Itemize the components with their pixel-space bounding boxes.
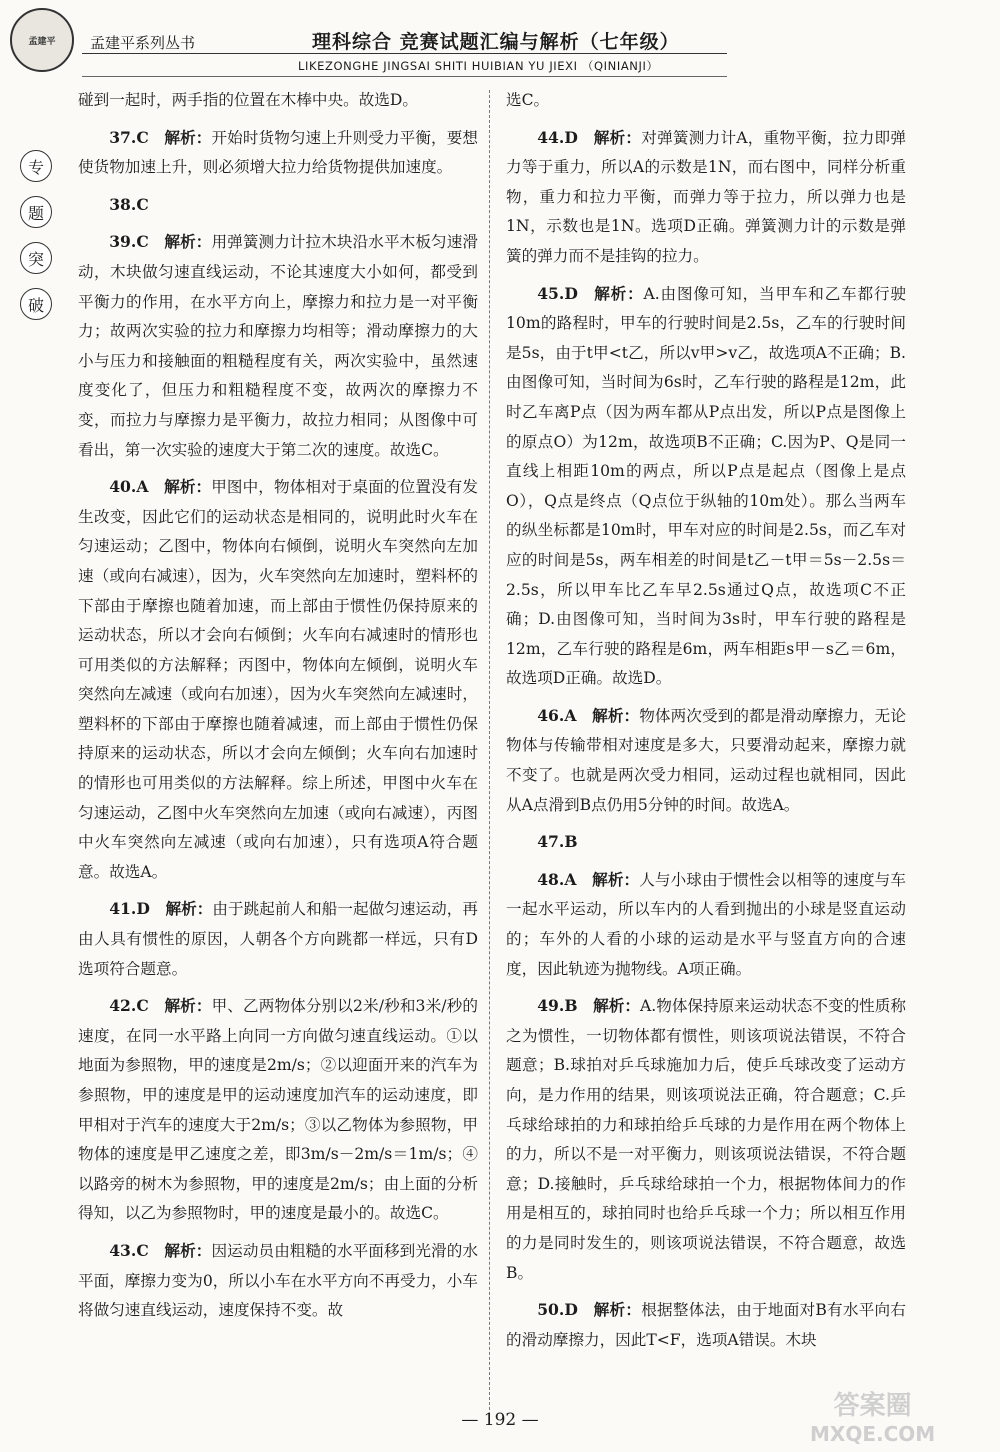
answer-text: 甲、乙两物体分别以2米/秒和3米/秒的速度，在同一水平路上向同一方向做匀速直线运动。①以地面为参照物，甲的速度是2m/s；②以迎面开来的汽车为参照物，甲的速度是甲的运动速度加汽车的运动速度，即甲相对于汽车的速度大于2m/s；③以乙物体为参照物，甲物体的速度是甲乙速度之差，即3m/s－2m/s＝1m/s；④以路旁的树木为参照物，甲的速度是2m/s；由上面的分析得知，以乙为参照物时，甲的速度是最小的。故选C。 [78,997,478,1223]
answer-item [506,123,906,272]
answer-item [78,86,478,116]
answer-item [506,991,906,1288]
answer-item [78,894,478,984]
analysis-label: 解析： [164,127,212,147]
answer-item [78,227,478,465]
analysis-label: 解析： [592,869,640,889]
answer-text: 对弹簧测力计A，重物平衡，拉力即弹力等于重力，所以A的示数是1N，而右图中，同样分析重物，重力和拉力平衡，而弹力等于拉力，所以弹力也是1N，示数也是1N。选项D正确。弹簧测力计的示数是弹簧的弹力而不是挂钩的拉力。 [506,128,906,265]
answer-number: 37.C [109,127,149,147]
answer-item [78,1236,478,1326]
publisher-logo: 孟建平 [10,8,74,72]
answer-item [506,1295,906,1355]
answer-number: 49.B [537,996,578,1016]
book-title-pinyin: LIKEZONGHE JINGSAI SHITI HUIBIAN YU JIEXI （QINIANJI） [298,59,659,73]
answer-number: 45.D [537,283,578,303]
answer-item [506,865,906,984]
answer-text: A.物体保持原来运动状态不变的性质称之为惯性，一切物体都有惯性，则该项说法错误，不符合题意；B.球拍对乒乓球施加力后，使乒乓球改变了运动方向，是力作用的结果，则该项说法正确，符合题意；C.乒乓球给球拍的力和球拍给乒乓球的力是作用在两个物体上的力，所以不是一对平衡力，则该项说法错误，不符合题意；D.接触时，乒乓球给球拍一个力，根据物体间力的作用是相互的，球拍同时也给乒乓球一个力；所以相互作用的力是同时发生的，则该项说法错误，不符合题意，故选B。 [506,997,906,1282]
analysis-label: 解析： [593,996,640,1016]
answer-item [506,279,906,694]
answer-item [78,472,478,887]
answer-number: 46.A [537,705,577,725]
analysis-label: 解析： [593,127,642,147]
header-rule [82,53,727,54]
sidebar-char: 题 [20,196,52,228]
column-divider [489,90,490,1410]
answer-number: 50.D [537,1300,578,1320]
answer-text: 物体两次受到的都是滑动摩擦力，无论物体与传输带相对速度是多大，只要滑动起来，摩擦力就不变了。也就是两次受力相同，运动过程也就相同，因此从A点滑到B点仍用5分钟的时间。故选A。 [506,706,906,814]
analysis-label: 解析： [164,1240,212,1260]
left-column [78,86,478,1333]
answer-text: 因运动员由粗糙的水平面移到光滑的水平面，摩擦力变为0，所以小车在水平方向不再受力，小车将做匀速直线运动，速度保持不变。故 [78,1241,478,1320]
answer-text: 开始时货物匀速上升则受力平衡，要想使货物加速上升，则必须增大拉力给货物提供加速度。 [78,128,478,177]
analysis-label: 解析： [593,283,644,303]
sidebar-char: 专 [20,150,52,182]
analysis-label: 解析： [164,996,212,1016]
answer-text: 人与小球由于惯性会以相等的速度与车一起水平运动，所以车内的人看到抛出的小球是竖直运动的；车外的人看的小球的运动是水平与竖直方向的合速度，因此轨迹为抛物线。A项正确。 [506,870,906,978]
right-column [506,86,906,1362]
answer-number: 39.C [109,232,149,252]
answer-text: 根据整体法，由于地面对B有水平向右的滑动摩擦力，因此T<F，选项A错误。木块 [506,1301,906,1349]
answer-text: 甲图中，物体相对于桌面的位置没有发生改变，因此它们的运动状态是相同的，说明此时火车在匀速运动；乙图中，物体向右倾倒，说明火车突然向左加速（或向右减速），因为，火车突然向左加速时，塑料杯的下部由于摩擦也随着加速，而上部由于惯性仍保持原来的运动状态，所以才会向右倾倒；火车向右减速时的情形也可用类似的方法解释；丙图中，物体向左倾倒，说明火车突然向左减速（或向右加速），因为火车突然向左减速时，塑料杯的下部由于摩擦也随着减速，而上部由于惯性仍保持原来的运动状态，所以才会向左倾倒；火车向右加速时的情形也可用类似的方法解释。综上所述，甲图中火车在匀速运动，乙图中火车突然向左加速（或向右减速），丙图中火车突然向左减速（或向右加速），只有选项A符合题意。故选A。 [78,478,478,881]
answer-number: 43.C [109,1240,149,1260]
answer-text: 用弹簧测力计拉木块沿水平木板匀速滑动，木块做匀速直线运动，不论其速度大小如何，都受到平衡力的作用，在水平方向上，摩擦力和拉力是一对平衡力；故两次实验的拉力和摩擦力均相等；滑动摩擦力的大小与压力和接触面的粗糙程度有关，两次实验中，虽然速度变化了，但压力和粗糙程度不变，故两次的摩擦力不变，而拉力与摩擦力是平衡力，故拉力相同；从图像中可看出，第一次实验的速度大于第二次的速度。故选C。 [78,233,478,459]
sidebar-char: 突 [20,242,52,274]
answer-number: 38.C [109,194,149,214]
answer-text: A.由图像可知，当甲车和乙车都行驶10m的路程时，甲车的行驶时间是2.5s，乙车的行驶时间是5s，由于t甲<t乙，所以v甲>v乙，故选项A不正确；B.由图像可知，当时间为6s时，乙车行驶的路程是12m，此时乙车离P点（因为两车都从P点出发，所以P点是图像上的原点O）为12m，故选项B不正确；C.因为P、Q是同一直线上相距10m的两点，所以P点是起点（图像上是点O），Q点是终点（Q点位于纵轴的10m处）。那么当两车的纵坐标都是10m时，甲车对应的时间是2.5s，而乙车对应的时间是5s，两车相差的时间是t乙－t甲＝5s－2.5s＝2.5s，所以甲车比乙车早2.5s通过Q点，故选项C不正确；D.由图像可知，当时间为3s时，甲车行驶的路程是12m，乙车行驶的路程是6m，两车相距s甲－s乙＝6m，故选项D正确。故选D。 [506,284,906,688]
analysis-label: 解析： [164,477,212,497]
header-rule-bottom [82,76,727,77]
watermark-logo: 答案圈 MXQE.COM [810,1391,936,1446]
page-header [0,0,1000,80]
answer-text: 由于跳起前人和船一起做匀速运动，再由人具有惯性的原因，人朝各个方向跳都一样远，只有D选项符合题意。 [78,900,478,978]
answer-number: 47.B [537,832,578,852]
answer-item [506,827,906,858]
answer-item [506,701,906,820]
answer-number: 48.A [537,869,577,889]
section-sidebar [20,150,56,320]
analysis-label: 解析： [164,232,212,252]
answer-number: 44.D [537,127,578,147]
answer-item [506,86,906,116]
answer-text: 碰到一起时，两手指的位置在木棒中央。故选D。 [78,91,418,109]
answer-number: 40.A [109,477,149,497]
answer-item [78,123,478,183]
answer-number: 42.C [109,996,149,1016]
answer-item [78,190,478,221]
page-number: — 192 — [461,1410,539,1430]
series-name: 孟建平系列丛书 [90,34,196,52]
analysis-label: 解析： [593,1300,642,1320]
book-title: 理科综合 竞赛试题汇编与解析（七年级） [312,31,680,53]
answer-text: 选C。 [506,91,550,109]
sidebar-char: 破 [20,288,52,320]
analysis-label: 解析： [592,705,640,725]
answer-item [78,991,478,1229]
answer-number: 41.D [109,899,150,919]
analysis-label: 解析： [165,899,213,919]
